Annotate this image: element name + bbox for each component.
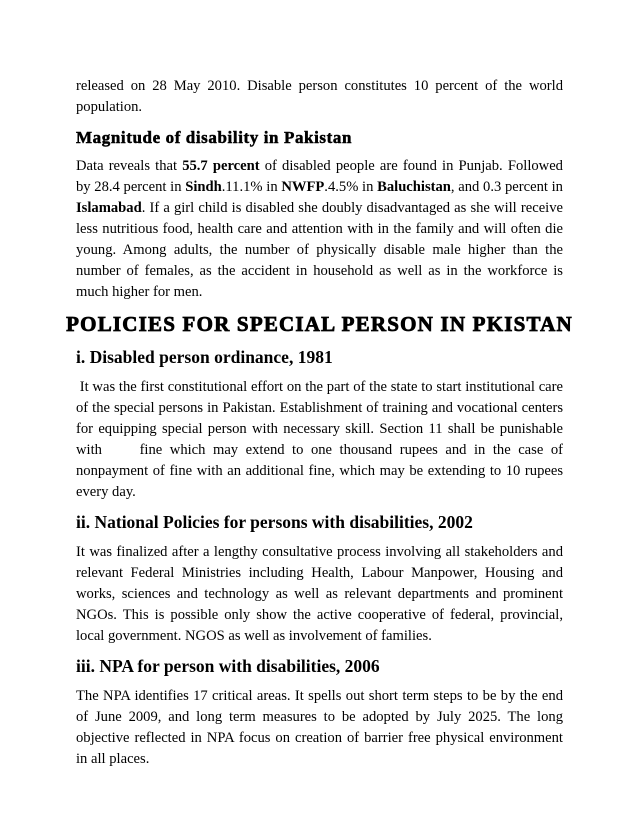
magnitude-text-4: .4.5% in — [324, 179, 378, 195]
section-2-paragraph: It was finalized after a lengthy consultative process involving all stakeholders and relevant Federal Ministries including Health, Labour Manpower, Housing and works, sciences and technology as well as relevant departments and prominent NGOs. This is possible only show the active cooperative of federal, provincial, local government. NGOS as well as involvement of families. — [76, 544, 563, 644]
magnitude-heading: Magnitude of disability in Pakistan — [76, 128, 353, 147]
magnitude-paragraph — [76, 156, 563, 303]
magnitude-text-6: . If a girl child is disabled she doubly disadvantaged as she will receive less nutritious food, health care and attention with in the family and will often die young. Among adults, the number of physically disable male higher than the number of females, as the accident in household as well as in the workforce is much higher for men. — [76, 200, 563, 300]
magnitude-text-2: of disabled people are found in Punjab. Followed by 28.4 percent in — [76, 158, 563, 195]
magnitude-text-5: , and 0.3 percent in — [450, 179, 563, 195]
document-page — [66, 76, 573, 770]
magnitude-bold-baluchistan: Baluchistan — [377, 179, 451, 195]
section-2-heading: ii. National Policies for persons with disabilities, 2002 — [76, 512, 473, 532]
magnitude-bold-sindh: Sindh — [185, 179, 222, 195]
intro-paragraph: released on 28 May 2010. Disable person constitutes 10 percent of the world population. — [76, 78, 563, 115]
policies-heading: POLICIES FOR SPECIAL PERSON IN PKISTAN — [66, 312, 573, 336]
section-3-paragraph: The NPA identifies 17 critical areas. It spells out short term steps to be by the end of June 2009, and long term measures to be adopted by July 2025. The long objective reflected in NPA focus on creation of barrier free physical environment in all places. — [76, 688, 563, 767]
magnitude-bold-nwfp: NWFP — [281, 179, 325, 195]
section-3-heading: iii. NPA for person with disabilities, 2006 — [76, 656, 380, 676]
section-1-paragraph: It was the first constitutional effort on the part of the state to start institutional care of the special persons in Pakistan. Establishment of training and vocational centers for equipping special person with necessary skill. Section 11 shall be punishable with fine which may extend to one thousand rupees and in the case of nonpayment of fine with an additional fine, which may be extending to 10 rupees every day. — [76, 379, 567, 500]
magnitude-bold-punjab-percent: 55.7 percent — [182, 158, 260, 174]
magnitude-text-1: Data reveals that — [76, 158, 183, 174]
magnitude-text-3: .11.1% in — [221, 179, 282, 195]
magnitude-bold-islamabad: Islamabad — [76, 200, 142, 216]
section-1-heading: i. Disabled person ordinance, 1981 — [76, 347, 333, 367]
